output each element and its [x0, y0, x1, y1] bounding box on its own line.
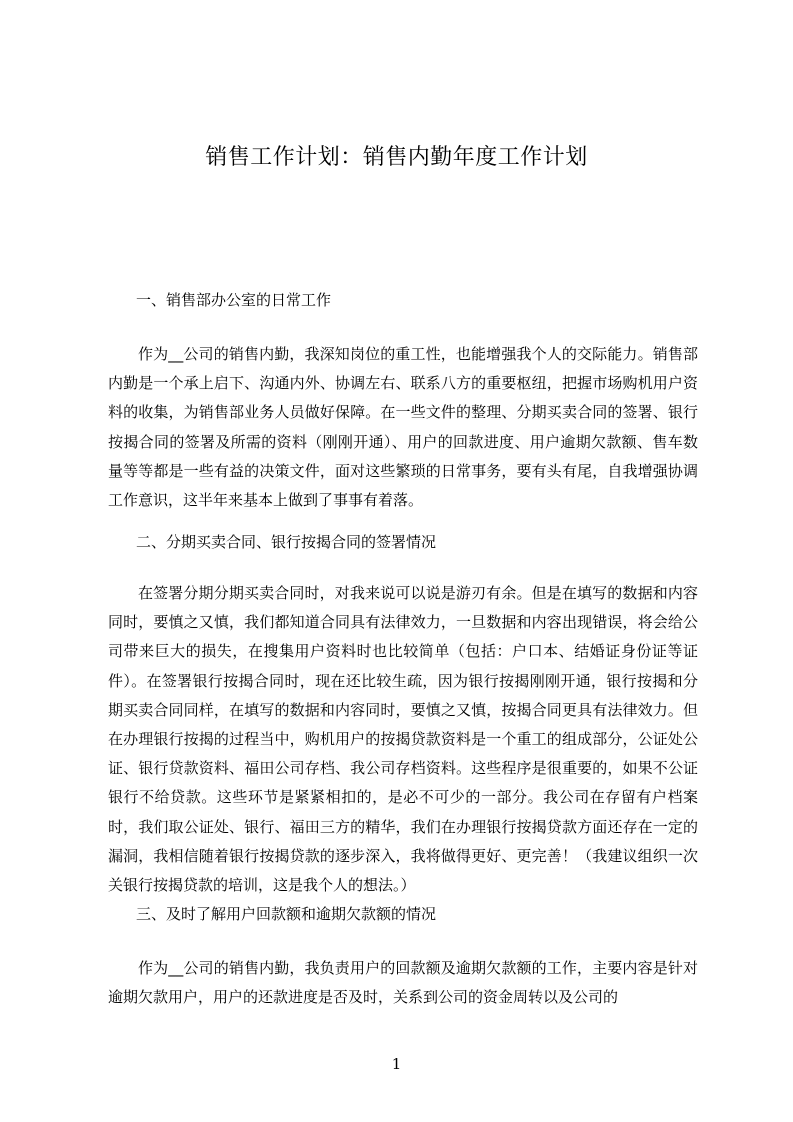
section-heading-1: 一、销售部办公室的日常工作	[136, 291, 332, 309]
section-paragraph-1: 作为__公司的销售内勤，我深知岗位的重工性，也能增强我个人的交际能力。销售部内勤是一个承上启下、沟通内外、协调左右、联系八方的重要枢纽，把握市场购机用户资料的收集，为销售部业务人员做好保障。在一些文件的整理、分期买卖合同的签署、银行按揭合同的签署及所需的资料（刚刚开通）、用户的回款进度、用户逾期欠款额、售车数量等等都是一些有益的决策文件，面对这些繁琐的日常事务，要有头有尾，自我增强协调工作意识，这半年来基本上做到了事事有着落。	[108, 345, 698, 510]
page-number: 1	[391, 1055, 402, 1073]
document-title: 销售工作计划：销售内勤年度工作计划	[205, 145, 588, 170]
section-paragraph-2: 在签署分期分期买卖合同时，对我来说可以说是游刃有余。但是在填写的数据和内容同时，要慎之又慎，我们都知道合同具有法律效力，一旦数据和内容出现错误，将会给公司带来巨大的损失，在搜集用户资料时也比较简单（包括：户口本、结婚证身份证等证件）。在签署银行按揭合同时，现在还比较生疏，因为银行按揭刚刚开通，银行按揭和分期买卖合同同样，在填写的数据和内容同时，要慎之又慎，按揭合同更具有法律效力。但在办理银行按揭的过程当中，购机用户的按揭贷款资料是一个重工的组成部分，公证处公证、银行贷款资料、福田公司存档、我公司存档资料。这些程序是很重要的，如果不公证银行不给贷款。这些环节是紧紧相扣的，是必不可少的一部分。我公司在存留有户档案时，我们取公证处、银行、福田三方的精华，我们在办理银行按揭贷款方面还存在一定的漏洞，我相信随着银行按揭贷款的逐步深入，我将做得更好、更完善！（我建议组织一次关银行按揭贷款的培训，这是我个人的想法。）	[108, 584, 698, 895]
section-heading-2: 二、分期买卖合同、银行按揭合同的签署情况	[136, 533, 437, 551]
section-heading-3: 三、及时了解用户回款额和逾期欠款额的情况	[136, 905, 437, 923]
section-paragraph-3: 作为__公司的销售内勤，我负责用户的回款额及逾期欠款额的工作，主要内容是针对逾期欠款用户，用户的还款进度是否及时，关系到公司的资金周转以及公司的	[108, 959, 698, 1007]
